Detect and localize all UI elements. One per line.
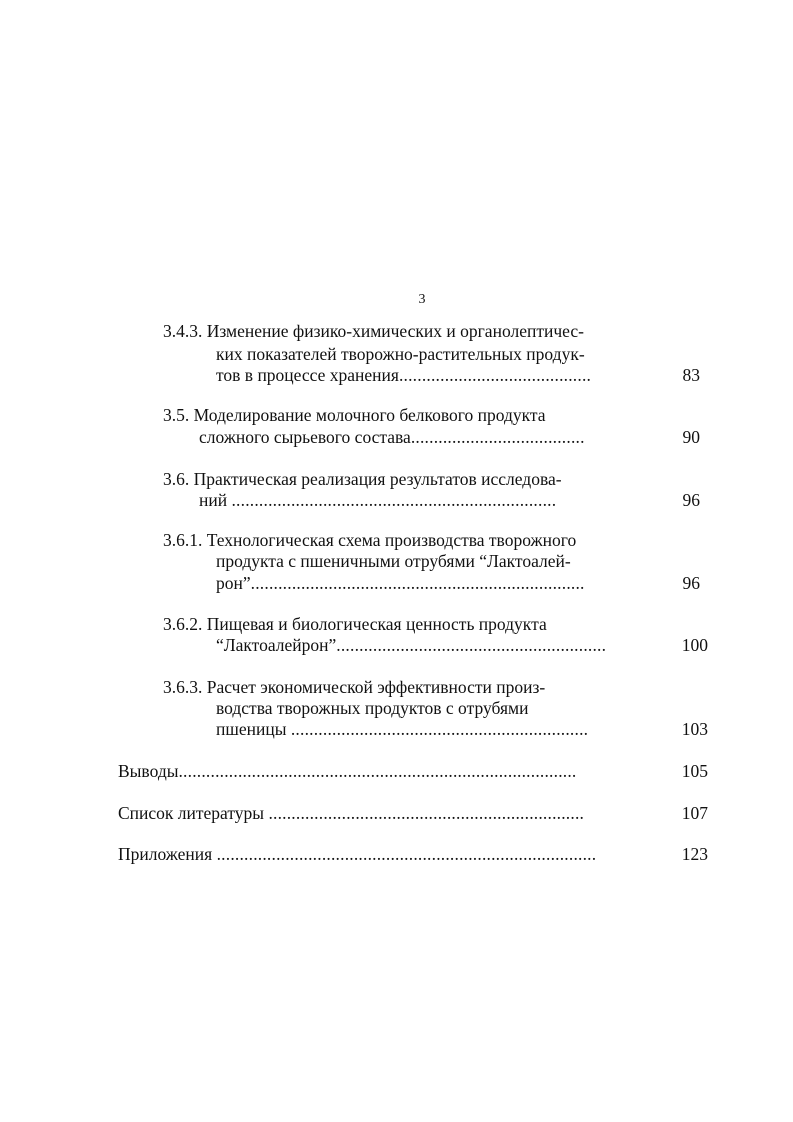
toc-entry-text: Моделирование молочного белкового продукта [193, 405, 546, 425]
toc-leader-dots: ..................................................................... [268, 803, 585, 823]
toc-entry-text: пшеницы [216, 719, 287, 739]
toc-leader-dots: ...................................... [410, 427, 585, 447]
toc-entry-conclusions [118, 760, 577, 782]
toc-entry-3-6-1-line-3 [216, 572, 585, 594]
toc-leader-dots: ....................................................................................... [178, 761, 577, 781]
toc-entry-3-6-3-line-2 [216, 697, 528, 719]
toc-entry-text: Выводы [118, 761, 179, 781]
toc-entry-text: “Лактоалейрон” [216, 635, 337, 655]
toc-page-ref: 96 [682, 573, 700, 593]
toc-leader-dots: ........................................................... [336, 635, 607, 655]
toc-page-ref: 123 [681, 844, 708, 864]
toc-page-ref: 105 [681, 761, 708, 781]
toc-entry-text: продукта с пшеничными отрубями “Лактоалей- [216, 551, 571, 571]
toc-entry-3-6-3-line-1 [163, 676, 545, 698]
toc-entry-3-6-3-line-3 [216, 718, 588, 740]
toc-leader-dots: ......................................................................... [250, 573, 585, 593]
toc-entry-text: водства творожных продуктов с отрубями [216, 698, 529, 718]
toc-entry-references [118, 802, 584, 824]
toc-leader-dots: ....................................................................... [231, 490, 557, 510]
page-number: 3 [418, 292, 426, 307]
toc-leader-dots: ................................................................. [290, 719, 589, 739]
toc-entry-3-6-1-line-1 [163, 529, 576, 551]
toc-entry-3-6-2-line-2 [216, 634, 606, 656]
toc-entry-text: ний [199, 490, 228, 510]
toc-entry-text: Технологическая схема производства творожного [206, 530, 577, 550]
toc-entry-3-5-line-2 [199, 426, 585, 448]
toc-leader-dots: ................................................................................... [216, 844, 597, 864]
toc-entry-3-6-1-line-2 [216, 550, 571, 572]
toc-entry-number: 3.6.2. [163, 614, 203, 634]
toc-entry-3-4-3-line-2 [216, 343, 585, 365]
toc-entry-3-6-2-line-1 [163, 613, 547, 635]
toc-entry-text: Расчет экономической эффективности произ- [206, 677, 546, 697]
toc-leader-dots: .......................................... [398, 365, 592, 385]
toc-page-ref: 107 [681, 803, 708, 823]
toc-page-ref: 96 [682, 490, 700, 510]
toc-entry-3-4-3-line-1 [163, 320, 584, 342]
toc-entry-number: 3.4.3. [163, 321, 203, 341]
toc-entry-appendices [118, 843, 596, 865]
toc-entry-number: 3.6.3. [163, 677, 203, 697]
toc-entry-3-4-3-line-3 [216, 364, 591, 386]
toc-entry-text: Практическая реализация результатов исследова- [193, 469, 562, 489]
toc-entry-text: Список литературы [118, 803, 265, 823]
toc-entry-text: тов в процессе хранения [216, 365, 399, 385]
toc-entry-3-6-line-1 [163, 468, 562, 490]
toc-entry-text: сложного сырьевого состава [199, 427, 411, 447]
toc-page-ref: 83 [682, 365, 700, 385]
toc-entry-number: 3.6. [163, 469, 190, 489]
toc-entry-3-5-line-1 [163, 404, 546, 426]
toc-entry-text: Изменение физико-химических и органолептичес- [206, 321, 584, 341]
toc-entry-3-6-line-2 [199, 489, 556, 511]
toc-entry-number: 3.6.1. [163, 530, 203, 550]
toc-page-ref: 90 [682, 427, 700, 447]
toc-page-ref: 103 [681, 719, 708, 739]
toc-entry-text: Приложения [118, 844, 213, 864]
toc-entry-text: ких показателей творожно-растительных продук- [216, 344, 585, 364]
toc-entry-number: 3.5. [163, 405, 190, 425]
toc-entry-text: рон” [216, 573, 251, 593]
toc-entry-text: Пищевая и биологическая ценность продукта [206, 614, 547, 634]
toc-page-ref: 100 [681, 635, 708, 655]
